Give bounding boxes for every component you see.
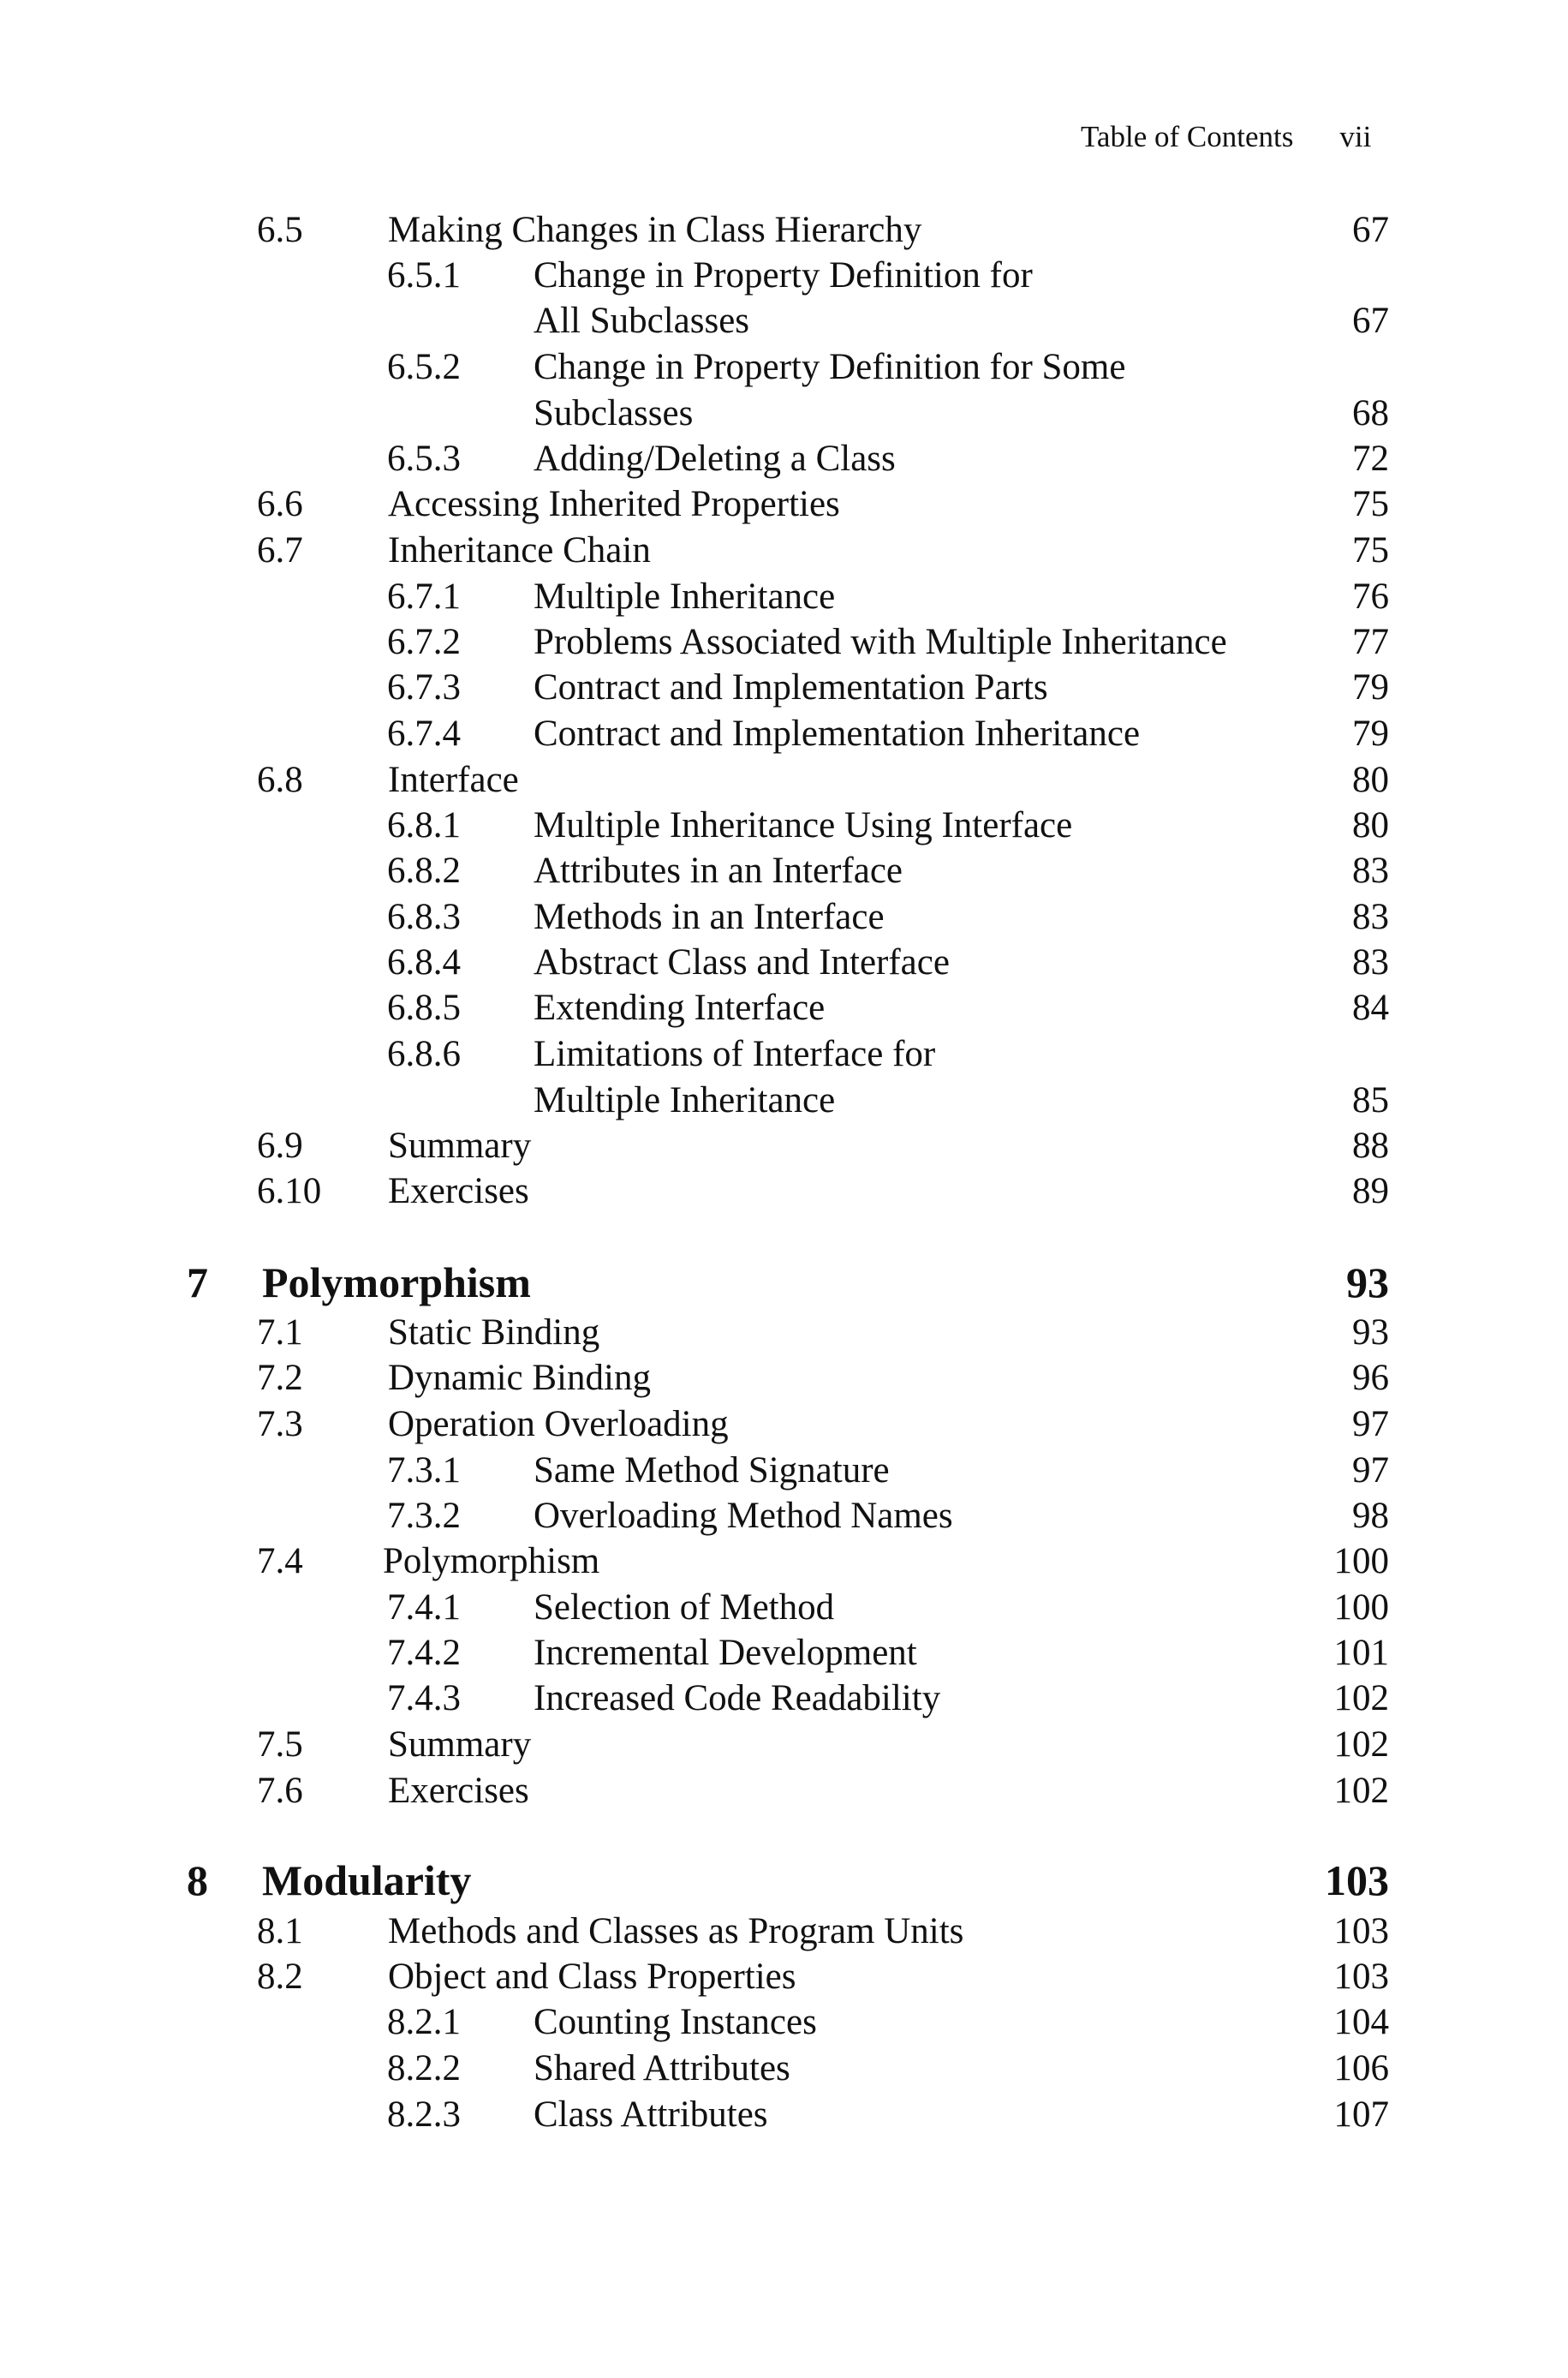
chapter-title: Modularity <box>262 1856 472 1904</box>
chapter-title: Polymorphism <box>262 1258 531 1306</box>
toc-entry[interactable] <box>0 2092 1568 2138</box>
section-title: Summary <box>388 1126 532 1166</box>
toc-entry-continuation[interactable] <box>0 391 1568 437</box>
section-number: 8.1 <box>257 1911 303 1951</box>
toc-entry[interactable] <box>0 1539 1568 1585</box>
section-number: 6.7.2 <box>387 622 461 662</box>
section-number: 7.3.2 <box>387 1496 461 1536</box>
section-number: 7.3 <box>257 1404 303 1444</box>
section-title: Class Attributes <box>534 2094 768 2135</box>
toc-entry[interactable] <box>0 1768 1568 1814</box>
section-number: 8.2.3 <box>387 2094 461 2135</box>
toc-entry[interactable] <box>0 1401 1568 1448</box>
page-ref: 83 <box>1352 851 1389 891</box>
section-number: 6.7.3 <box>387 667 461 708</box>
page-ref: 67 <box>1352 301 1389 341</box>
section-number: 6.8.3 <box>387 897 461 937</box>
page-ref: 97 <box>1352 1404 1389 1444</box>
section-title: Exercises <box>388 1771 529 1811</box>
toc-entry[interactable] <box>0 481 1568 528</box>
section-title: Object and Class Properties <box>388 1957 796 1997</box>
section-number: 6.10 <box>257 1171 322 1211</box>
toc-entry[interactable] <box>0 757 1568 804</box>
page-ref: 100 <box>1333 1587 1389 1628</box>
toc-entry[interactable] <box>0 574 1568 620</box>
page-ref: 103 <box>1333 1957 1389 1997</box>
section-title: Attributes in an Interface <box>534 851 903 891</box>
toc-entry[interactable] <box>0 1448 1568 1494</box>
page-ref: 88 <box>1352 1126 1389 1166</box>
section-title: Static Binding <box>388 1312 600 1353</box>
page-ref: 101 <box>1333 1633 1389 1673</box>
page-ref: 107 <box>1333 2094 1389 2135</box>
page-ref: 83 <box>1352 942 1389 983</box>
section-number: 6.6 <box>257 484 303 524</box>
section-number: 6.7 <box>257 530 303 571</box>
section-title: Multiple Inheritance Using Interface <box>534 805 1073 845</box>
section-number: 6.8.2 <box>387 851 461 891</box>
section-number: 7.4.2 <box>387 1633 461 1673</box>
toc-entry-continuation[interactable] <box>0 298 1568 344</box>
section-title: Change in Property Definition for Some <box>534 347 1126 387</box>
toc-entry[interactable] <box>0 1630 1568 1676</box>
page-ref: 93 <box>1346 1258 1389 1306</box>
section-number: 7.6 <box>257 1771 303 1811</box>
toc-entry[interactable] <box>0 344 1568 391</box>
section-number: 6.8.4 <box>387 942 461 983</box>
section-title: Methods in an Interface <box>534 897 885 937</box>
section-number: 6.5.2 <box>387 347 461 387</box>
toc-entry[interactable] <box>0 2046 1568 2092</box>
section-title: All Subclasses <box>534 301 750 341</box>
section-title: Shared Attributes <box>534 2048 790 2088</box>
toc-entry[interactable] <box>0 1999 1568 2046</box>
toc-entry[interactable] <box>0 1493 1568 1539</box>
page-ref: 75 <box>1352 484 1389 524</box>
section-title: Methods and Classes as Program Units <box>388 1911 964 1951</box>
section-title: Exercises <box>388 1171 529 1211</box>
section-title: Abstract Class and Interface <box>534 942 950 983</box>
page-ref: 102 <box>1333 1771 1389 1811</box>
section-title: Extending Interface <box>534 988 826 1028</box>
page-ref: 106 <box>1333 2048 1389 2088</box>
section-number: 6.7.1 <box>387 577 461 617</box>
chapter-number: 8 <box>187 1856 208 1904</box>
toc-entry[interactable] <box>0 803 1568 849</box>
page-ref: 75 <box>1352 530 1389 571</box>
toc-entry[interactable] <box>0 1168 1568 1215</box>
section-number: 6.5.1 <box>387 255 461 296</box>
section-number: 6.9 <box>257 1126 303 1166</box>
section-title: Same Method Signature <box>534 1450 890 1491</box>
section-number: 7.4.1 <box>387 1587 461 1628</box>
section-title: Summary <box>388 1724 532 1765</box>
page-ref: 89 <box>1352 1171 1389 1211</box>
section-number: 7.4 <box>257 1541 303 1581</box>
page-ref: 84 <box>1352 988 1389 1028</box>
section-number: 6.8.6 <box>387 1034 461 1074</box>
page-ref: 102 <box>1333 1678 1389 1718</box>
toc-entry[interactable] <box>0 894 1568 941</box>
section-number: 7.2 <box>257 1358 303 1398</box>
toc-entry[interactable] <box>0 1585 1568 1631</box>
section-title: Change in Property Definition for <box>534 255 1033 296</box>
section-title: Limitations of Interface for <box>534 1034 936 1074</box>
page-ref: 76 <box>1352 577 1389 617</box>
section-number: 7.3.1 <box>387 1450 461 1491</box>
toc-entry[interactable] <box>0 1031 1568 1078</box>
section-number: 8.2 <box>257 1957 303 1997</box>
section-title: Selection of Method <box>534 1587 835 1628</box>
toc-chapter-heading[interactable] <box>0 1259 1568 1306</box>
page-ref: 103 <box>1333 1911 1389 1951</box>
section-title: Overloading Method Names <box>534 1496 953 1536</box>
toc-entry[interactable] <box>0 253 1568 299</box>
running-head-title: Table of Contents <box>1081 120 1294 153</box>
page-ref: 80 <box>1352 760 1389 800</box>
section-title: Counting Instances <box>534 2002 817 2042</box>
toc-entry-continuation[interactable] <box>0 1078 1568 1124</box>
section-title: Adding/Deleting a Class <box>534 439 896 479</box>
section-title: Operation Overloading <box>388 1404 729 1444</box>
section-number: 6.5 <box>257 210 303 250</box>
page-ref: 77 <box>1352 622 1389 662</box>
toc-chapter-heading[interactable] <box>0 1857 1568 1903</box>
section-title: Polymorphism <box>383 1541 600 1581</box>
section-title: Increased Code Readability <box>534 1678 941 1718</box>
section-number: 7.1 <box>257 1312 303 1353</box>
toc-entry[interactable] <box>0 1676 1568 1722</box>
section-title: Contract and Implementation Inheritance <box>534 714 1141 754</box>
page-ref: 79 <box>1352 667 1389 708</box>
page-ref: 85 <box>1352 1080 1389 1120</box>
section-title: Inheritance Chain <box>388 530 651 571</box>
page-ref: 97 <box>1352 1450 1389 1491</box>
toc-entry[interactable] <box>0 1123 1568 1169</box>
section-number: 8.2.2 <box>387 2048 461 2088</box>
section-title: Incremental Development <box>534 1633 917 1673</box>
section-title: Multiple Inheritance <box>534 1080 836 1120</box>
section-title: Problems Associated with Multiple Inheritance <box>534 622 1227 662</box>
page-ref: 93 <box>1352 1312 1389 1353</box>
toc-entry[interactable] <box>0 1722 1568 1768</box>
page-ref: 104 <box>1333 2002 1389 2042</box>
page-ref: 67 <box>1352 210 1389 250</box>
section-title: Accessing Inherited Properties <box>388 484 840 524</box>
toc-entry[interactable] <box>0 1954 1568 2000</box>
section-number: 6.8 <box>257 760 303 800</box>
section-number: 7.5 <box>257 1724 303 1765</box>
toc-entry[interactable] <box>0 848 1568 894</box>
toc-entry[interactable] <box>0 207 1568 254</box>
toc-entry[interactable] <box>0 665 1568 711</box>
page-ref: 98 <box>1352 1496 1389 1536</box>
page-number: vii <box>1339 120 1372 153</box>
section-number: 6.8.1 <box>387 805 461 845</box>
toc-entry[interactable] <box>0 1909 1568 1955</box>
section-title: Subclasses <box>534 393 694 433</box>
toc-entry[interactable] <box>0 1355 1568 1401</box>
section-title: Multiple Inheritance <box>534 577 836 617</box>
section-number: 6.7.4 <box>387 714 461 754</box>
page-ref: 68 <box>1352 393 1389 433</box>
toc-entry[interactable] <box>0 711 1568 757</box>
page-ref: 80 <box>1352 805 1389 845</box>
toc-entry[interactable] <box>0 985 1568 1031</box>
section-title: Dynamic Binding <box>388 1358 651 1398</box>
page-ref: 96 <box>1352 1358 1389 1398</box>
page-ref: 100 <box>1333 1541 1389 1581</box>
page-ref: 103 <box>1325 1856 1389 1904</box>
section-title: Making Changes in Class Hierarchy <box>388 210 922 250</box>
section-number: 6.5.3 <box>387 439 461 479</box>
section-number: 7.4.3 <box>387 1678 461 1718</box>
toc-entry[interactable] <box>0 619 1568 666</box>
section-title: Interface <box>388 760 519 800</box>
page-ref: 83 <box>1352 897 1389 937</box>
toc-entry[interactable] <box>0 940 1568 986</box>
toc-entry[interactable] <box>0 436 1568 482</box>
section-number: 6.8.5 <box>387 988 461 1028</box>
section-title: Contract and Implementation Parts <box>534 667 1048 708</box>
page-ref: 102 <box>1333 1724 1389 1765</box>
section-number: 8.2.1 <box>387 2002 461 2042</box>
toc-entry[interactable] <box>0 528 1568 574</box>
page-ref: 72 <box>1352 439 1389 479</box>
page-ref: 79 <box>1352 714 1389 754</box>
chapter-number: 7 <box>187 1258 208 1306</box>
toc-entry[interactable] <box>0 1310 1568 1356</box>
